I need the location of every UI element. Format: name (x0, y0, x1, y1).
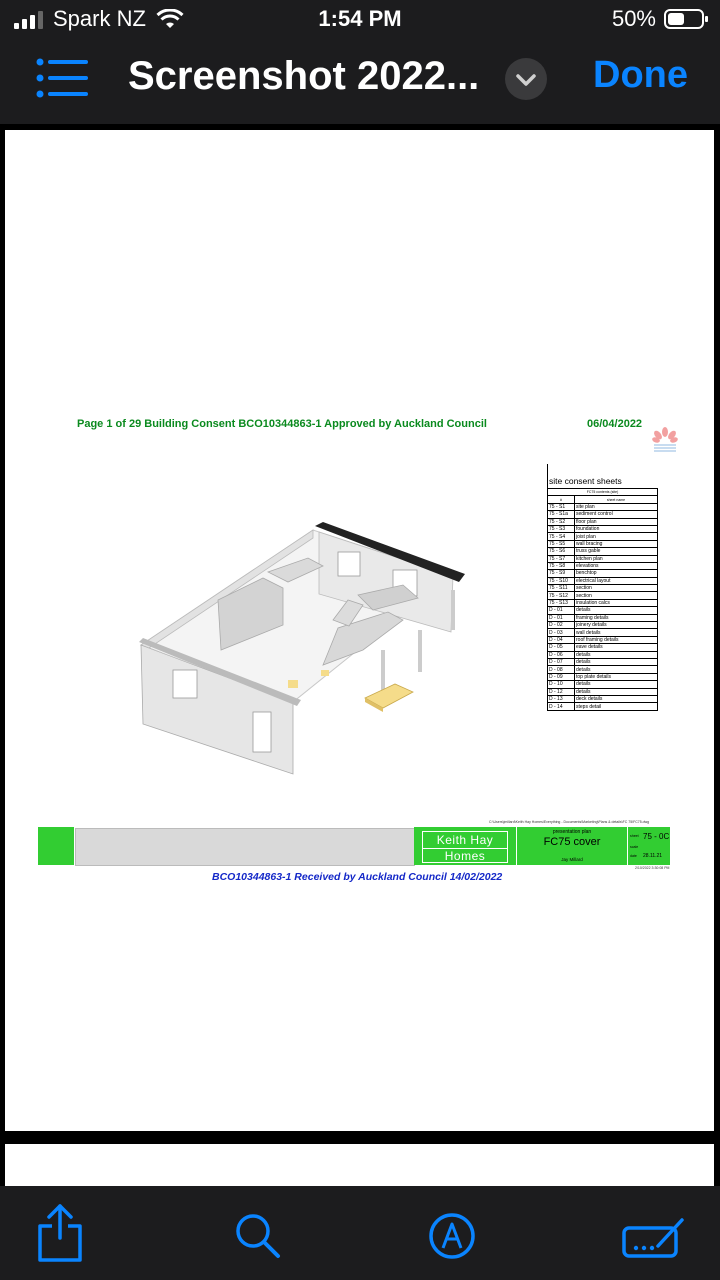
received-stamp: BCO10344863-1 Received by Auckland Council 14/02/2022 (212, 871, 503, 883)
table-row (548, 533, 658, 540)
table-cell: details (575, 666, 658, 673)
table-row (548, 695, 658, 702)
table-cell: D - 13 (548, 695, 575, 702)
table-cell: D - 02 (548, 622, 575, 629)
table-cell: details (575, 607, 658, 614)
table-cell: section (575, 585, 658, 592)
table-header: sheet name (575, 496, 658, 503)
table-cell: 75 - S7 (548, 555, 575, 562)
table-cell: details (575, 681, 658, 688)
signature-icon[interactable] (622, 1216, 686, 1258)
chevron-down-icon (505, 58, 547, 100)
table-cell: 75 - S9 (548, 570, 575, 577)
table-cell: 75 - S4 (548, 533, 575, 540)
document-title: Screenshot 2022... (128, 54, 480, 98)
table-cell: foundation (575, 525, 658, 532)
table-cell: 75 - S6 (548, 548, 575, 555)
logo-line-2: Homes (423, 848, 507, 863)
table-cell: D - 05 (548, 644, 575, 651)
list-icon[interactable] (36, 58, 88, 98)
share-icon[interactable] (36, 1204, 84, 1262)
logo-line-1: Keith Hay (436, 833, 494, 847)
table-cell: 75 - S11 (548, 585, 575, 592)
table-cell: wall details (575, 629, 658, 636)
table-cell: elevations (575, 562, 658, 569)
table-cell: 75 - S12 (548, 592, 575, 599)
navigation-bar (0, 40, 720, 124)
status-bar (0, 0, 720, 40)
table-row (548, 496, 658, 503)
table-row (548, 658, 658, 665)
table-cell: deck details (575, 695, 658, 702)
table-row (548, 585, 658, 592)
table-row (548, 636, 658, 643)
keith-hay-logo (414, 827, 516, 865)
table-row (548, 577, 658, 584)
table-row (548, 681, 658, 688)
presentation-label: presentation plan (552, 829, 592, 835)
title-block-strip (38, 827, 74, 865)
table-row (548, 666, 658, 673)
table-cell: kitchen plan (575, 555, 658, 562)
table-cell: details (575, 688, 658, 695)
table-row (548, 607, 658, 614)
table-cell: D - 01 (548, 607, 575, 614)
table-row (548, 540, 658, 547)
scale-label: scale (630, 845, 639, 849)
house-3d-drawing (133, 520, 469, 790)
table-cell: D - 10 (548, 681, 575, 688)
table-cell: floor plan (575, 518, 658, 525)
table-cell: site plan (575, 503, 658, 510)
battery-percent: 50% (611, 6, 656, 31)
table-cell: eave details (575, 644, 658, 651)
table-row (548, 592, 658, 599)
table-cell: 75 - S5 (548, 540, 575, 547)
sheet-list-table (547, 488, 658, 711)
carrier-label: Spark NZ (53, 6, 146, 31)
table-row (548, 511, 658, 518)
approval-date: 06/04/2022 (587, 418, 643, 430)
table-cell: truss gable (575, 548, 658, 555)
table-row (548, 518, 658, 525)
table-row (548, 644, 658, 651)
table-row (548, 673, 658, 680)
approval-header: Page 1 of 29 Building Consent BCO10344863-1 Approved by Auckland Council (77, 418, 487, 430)
table-cell: benchtop (575, 570, 658, 577)
table-cell: 75 - S1 (548, 503, 575, 510)
table-cell: details (575, 651, 658, 658)
battery-icon (664, 9, 704, 29)
table-cell: insulation calcs (575, 599, 658, 606)
file-path: C:\Users\jmillard\Keith Hay Homes\Everything - Documents\Marketing\Plans & details\FC 75\FC75.dwg (489, 820, 650, 824)
drawn-by: Jay Millard (561, 857, 583, 862)
table-cell: 75 - S8 (548, 562, 575, 569)
table-cell: 75 - S10 (548, 577, 575, 584)
table-cell: D - 07 (548, 658, 575, 665)
search-icon[interactable] (234, 1212, 282, 1260)
table-cell: joinery details (575, 622, 658, 629)
sheet-list-title: site consent sheets (549, 476, 622, 486)
council-logo-icon (651, 426, 679, 456)
table-cell: electrical layout (575, 577, 658, 584)
date-value: 28.11.21 (643, 853, 663, 859)
table-row (548, 622, 658, 629)
table-cell: 75 - S2 (548, 518, 575, 525)
table-cell: 75 - S13 (548, 599, 575, 606)
table-cell: section (575, 592, 658, 599)
plot-stamp: 2/10/2022 3:30:08 PM (635, 866, 670, 870)
table-cell: roof framing details (575, 636, 658, 643)
sheet-title: FC75 cover (543, 836, 601, 848)
title-block (38, 827, 670, 865)
table-cell: sediment control (575, 511, 658, 518)
pdf-page (5, 130, 714, 1131)
table-cell: 75 - S3 (548, 525, 575, 532)
clock: 1:54 PM (318, 6, 402, 31)
table-cell: details (575, 658, 658, 665)
table-row (548, 489, 658, 496)
table-row (548, 562, 658, 569)
table-cell: D - 08 (548, 666, 575, 673)
table-row (548, 548, 658, 555)
sheet-list-rule (547, 464, 548, 490)
table-row (548, 688, 658, 695)
markup-icon[interactable] (428, 1212, 476, 1260)
table-cell: D - 14 (548, 703, 575, 710)
table-cell: D - 01 (548, 614, 575, 621)
logo-frame (422, 831, 508, 863)
title-block-sheet (628, 827, 670, 865)
table-row (548, 570, 658, 577)
table-cell: D - 04 (548, 636, 575, 643)
table-row (548, 629, 658, 636)
table-cell: D - 06 (548, 651, 575, 658)
table-cell: D - 12 (548, 688, 575, 695)
sheet-label: sheet (630, 834, 639, 838)
table-row (548, 651, 658, 658)
title-block-notes (75, 828, 415, 866)
table-cell: D - 03 (548, 629, 575, 636)
table-cell: top plate details (575, 673, 658, 680)
table-cell: D - 09 (548, 673, 575, 680)
table-row (548, 614, 658, 621)
table-cell: wall bracing (575, 540, 658, 547)
title-block-info (517, 827, 627, 865)
table-row (548, 525, 658, 532)
title-menu-button[interactable] (505, 58, 547, 100)
status-right (612, 6, 704, 32)
date-label: date (630, 854, 637, 858)
table-row (548, 555, 658, 562)
table-cell: steps detail (575, 703, 658, 710)
sheet-list-subheader: FC75 contents (site) (548, 489, 658, 496)
done-button[interactable]: Done (593, 54, 688, 96)
sheet-number: 75 - 0C (643, 832, 670, 841)
table-row (548, 503, 658, 510)
table-cell: joist plan (575, 533, 658, 540)
table-cell: 75 - S1a (548, 511, 575, 518)
table-header: # (548, 496, 575, 503)
table-row (548, 703, 658, 710)
document-viewer[interactable] (0, 124, 720, 1186)
bottom-toolbar (0, 1186, 720, 1280)
table-row (548, 599, 658, 606)
table-cell: framing details (575, 614, 658, 621)
